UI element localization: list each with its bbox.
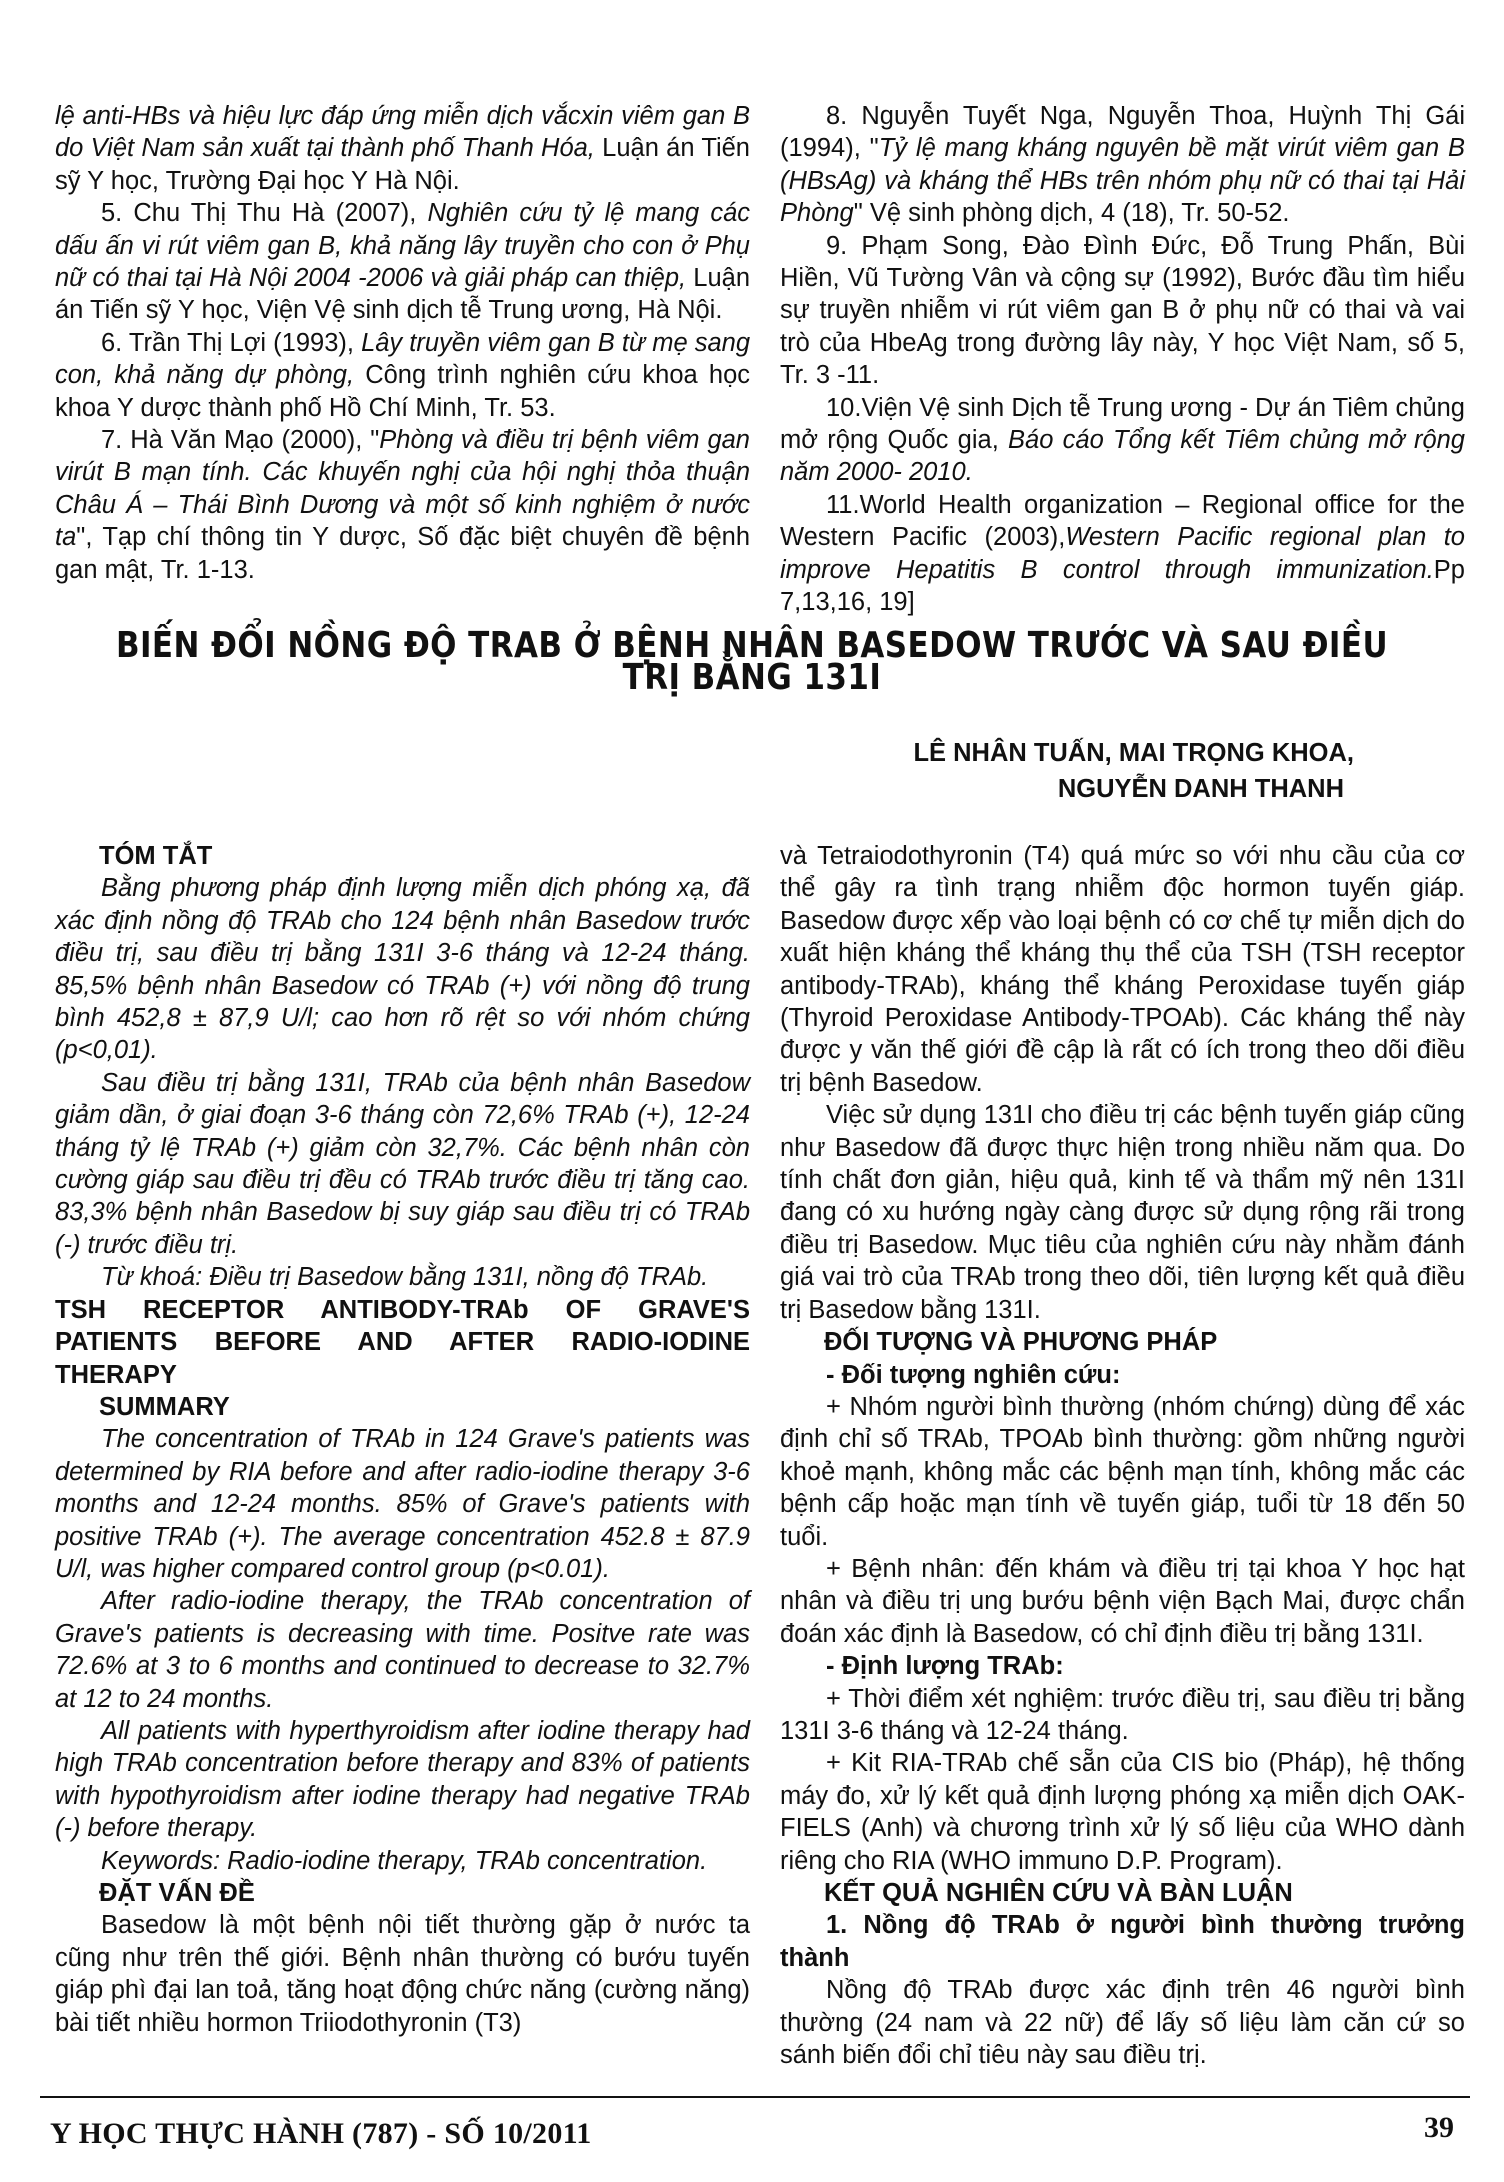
abstract-heading-vi: TÓM TẮT xyxy=(99,842,213,870)
results-subheading-1: 1. Nồng độ TRAb ở người bình thường trưởng thành xyxy=(780,1911,1465,1972)
reference-text: Nguyễn Tuyết Nga, Nguyễn Thoa, Huỳnh Thị Gái (1994), " xyxy=(780,102,1465,163)
reference-number: 6. xyxy=(101,328,123,357)
reference-4-continuation xyxy=(55,100,750,197)
reference-italic: Lây truyền viêm gan B từ mẹ sang con, khả năng dự phòng, xyxy=(55,328,750,390)
reference-number: 7. xyxy=(101,426,123,455)
abstract-vi-paragraph-2: Sau điều trị bằng 131I, TRAb của bệnh nhân Basedow giảm dần, ở giai đoạn 3-6 tháng còn 72,6% TRAb (+), 12-24 tháng tỷ lệ TRAb (+) giảm còn 32,7%. Các bệnh nhân còn cường giáp sau điều trị đều có TRAb trước điều trị tăng cao. 83,3% bệnh nhân Basedow bị suy giáp sau điều trị có TRAb (-) trước điều trị. xyxy=(55,1068,750,1259)
reference-8 xyxy=(780,100,1465,230)
reference-italic: lệ anti-HBs và hiệu lực đáp ứng miễn dịch vắcxin viêm gan B do Việt Nam sản xuất tại thành phố Thanh Hóa, xyxy=(55,102,750,163)
reference-6 xyxy=(55,327,750,424)
keywords-vi: Từ khoá: Điều trị Basedow bằng 131I, nồng độ TRAb. xyxy=(101,1263,709,1292)
reference-italic: Phòng và điều trị bệnh viêm gan virút B mạn tính. Các khuyến nghị của hội nghị thỏa thuận Châu Á – Thái Bình Dương và một số kinh nghiệm ở nước ta xyxy=(55,426,750,552)
references-right-column xyxy=(780,100,1465,619)
keywords-en: Keywords: Radio-iodine therapy, TRAb concentration. xyxy=(101,1846,708,1875)
reference-number: 5. xyxy=(101,199,123,228)
reference-text: Chu Thị Thu Hà (2007), xyxy=(122,199,428,228)
reference-text: Pp 7,13,16, 19] xyxy=(780,555,1465,617)
article-right-column xyxy=(780,840,1465,2071)
introduction-paragraph-2: Việc sử dụng 131I cho điều trị các bệnh tuyến giáp cũng như Basedow đã được thực hiện trong nhiều năm qua. Do tính chất đơn giản, hiệu quả, kinh tế và thẩm mỹ nên 131I đang có xu hướng ngày càng được sử dụng rộng rãi trong điều trị Basedow. Mục tiêu của nghiên cứu này nhằm đánh giá vai trò của TRAb trong theo dõi, tiên lượng kết quả điều trị Basedow bằng 131I. xyxy=(780,1101,1465,1324)
results-heading: KẾT QUẢ NGHIÊN CỨU VÀ BÀN LUẬN xyxy=(824,1879,1293,1907)
reference-text: Phạm Song, Đào Đình Đức, Đỗ Trung Phấn, Bùi Hiền, Vũ Tường Vân và cộng sự (1992), Bước đầu tìm hiểu sự truyền nhiễm vi rút viêm gan B ở phụ nữ có thai và vai trò của HbeAg trong đường lây này, Y học Việt Nam, số 5, Tr. 3 -11. xyxy=(780,231,1465,390)
reference-text: Luận án Tiến sỹ Y học, Trường Đại học Y Hà Nội. xyxy=(55,134,750,195)
references-left-column xyxy=(55,100,750,586)
reference-number: 10. xyxy=(826,393,862,422)
article-authors xyxy=(654,735,1354,807)
reference-italic: Nghiên cứu tỷ lệ mang các dấu ấn vi rút viêm gan B, khả năng lây truyền cho con ở Phụ nữ có thai tại Hà Nội 2004 -2006 và giải pháp can thiệp, xyxy=(55,199,750,293)
introduction-paragraph-1: Basedow là một bệnh nội tiết thường gặp ở nước ta cũng như trên thế giới. Bệnh nhân thường có bướu tuyến giáp phì đại lan toả, tăng hoạt động chức năng (cường năng) bài tiết nhiều hormon Triiodothyronin (T3) xyxy=(55,1911,750,2037)
reference-text: Trần Thị Lợi (1993), xyxy=(122,328,362,357)
english-title: TSH RECEPTOR ANTIBODY-TRAb OF GRAVE'S PATIENTS BEFORE AND AFTER RADIO-IODINE THERAPY xyxy=(55,1295,750,1389)
trab-assay-kit: + Kit RIA-TRAb chế sẵn của CIS bio (Pháp), hệ thống máy đo, xử lý kết quả định lượng phóng xạ miễn dịch OAK-FIELS (Anh) và chương trình xử lý số liệu của WHO dành riêng cho RIA (WHO immuno D.P. Program). xyxy=(780,1749,1465,1875)
reference-text: Công trình nghiên cứu khoa học khoa Y dược thành phố Hồ Chí Minh, Tr. 53. xyxy=(55,361,751,422)
reference-10 xyxy=(780,392,1465,489)
abstract-vi-paragraph-1: Bằng phương pháp định lượng miễn dịch phóng xạ, đã xác định nồng độ TRAb cho 124 bệnh nhân Basedow trước điều trị, sau điều trị bằng 131I 3-6 tháng và 12-24 tháng. 85,5% bệnh nhân Basedow có TRAb (+) với nồng độ trung bình 452,8 ± 87,9 U/l; cao hơn rõ rệt so với nhóm chứng (p<0,01). xyxy=(55,874,750,1065)
footer-journal: Y HỌC THỰC HÀNH (787) - SỐ 10/2011 xyxy=(50,2117,592,2150)
summary-paragraph-2: After radio-iodine therapy, the TRAb concentration of Grave's patients is decreasing with time. Positve rate was 72.6% at 3 to 6 months and continued to decrease to 32.7% at 12 to 24 months. xyxy=(55,1587,750,1713)
summary-paragraph-3: All patients with hyperthyroidism after iodine therapy had high TRAb concentration before therapy and 83% of patients with hypothyroidism after iodine therapy had negative TRAb (-) before therapy. xyxy=(55,1716,750,1843)
reference-text: Hà Văn Mạo (2000), " xyxy=(122,426,380,455)
reference-number: 11. xyxy=(826,490,860,519)
footer-rule xyxy=(40,2096,1470,2098)
reference-text: Viện Vệ sinh Dịch tễ Trung ương - Dự án Tiêm chủng mở rộng Quốc gia, xyxy=(780,393,1465,455)
reference-text: ", Tạp chí thông tin Y dược, Số đặc biệt chuyên đề bệnh gan mật, Tr. 1-13. xyxy=(55,523,750,584)
reference-7 xyxy=(55,424,750,586)
reference-9 xyxy=(780,230,1465,392)
reference-text: World Health organization – Regional office for the Western Pacific (2003), xyxy=(780,490,1465,552)
reference-italic: Báo cáo Tổng kết Tiêm chủng mở rộng năm 2000- 2010. xyxy=(780,426,1465,487)
reference-number: 8. xyxy=(826,102,848,130)
introduction-continuation: và Tetraiodothyronin (T4) quá mức so với nhu cầu của cơ thể gây ra tình trạng nhiễm độc hormon tuyến giáp. Basedow được xếp vào loại bệnh có cơ chế tự miễn dịch do xuất hiện kháng thể kháng thụ thể của TSH (TSH receptor antibody-TRAb), kháng thể kháng Peroxidase tuyến giáp (Thyroid Peroxidase Antibody-TPOAb). Các kháng thể này được y văn thế giới đề cập là rất có ích trong theo dõi điều trị bệnh Basedow. xyxy=(780,842,1465,1097)
trab-assay-timing: + Thời điểm xét nghiệm: trước điều trị, sau điều trị bằng 131I 3-6 tháng và 12-24 tháng. xyxy=(780,1684,1465,1745)
article-left-column xyxy=(55,840,750,2039)
subjects-patients: + Bệnh nhân: đến khám và điều trị tại khoa Y học hạt nhân và điều trị ung bướu bệnh viện Bạch Mai, được chẩn đoán xác định là Basedow, có chỉ định điều trị bằng 131I. xyxy=(780,1554,1465,1648)
summary-paragraph-1: The concentration of TRAb in 124 Grave's patients was determined by RIA before and after radio-iodine therapy 3-6 months and 12-24 months. 85% of Grave's patients with positive TRAb (+). The average concentration 452.8 ± 87.9 U/l, was higher compared control group (p<0.01). xyxy=(55,1425,750,1583)
reference-text: " Vệ sinh phòng dịch, 4 (18), Tr. 50-52. xyxy=(853,199,1290,228)
page-number: 39 xyxy=(1424,2111,1454,2144)
reference-text: Luận án Tiến sỹ Y học, Viện Vệ sinh dịch tễ Trung ương, Hà Nội. xyxy=(55,264,750,325)
trab-assay-subheading: - Định lượng TRAb: xyxy=(826,1652,1064,1681)
subjects-control-group: + Nhóm người bình thường (nhóm chứng) dùng để xác định chỉ số TRAb, TPOAb bình thường: gồm những người khoẻ mạnh, không mắc các bệnh mạn tính, không mắc các bệnh cấp hoặc mạn tính về tuyến giáp, tuổi từ 18 đến 50 tuổi. xyxy=(780,1392,1465,1551)
reference-number: 9. xyxy=(826,231,848,260)
introduction-heading: ĐẶT VẤN ĐỀ xyxy=(99,1879,255,1907)
article-title: BIẾN ĐỔI NỒNG ĐỘ TRAB Ở BỆNH NHÂN BASEDOW TRƯỚC VÀ SAU ĐIỀU TRỊ BẰNG 131I xyxy=(115,625,1389,699)
subjects-subheading: - Đối tượng nghiên cứu: xyxy=(826,1360,1121,1389)
reference-italic: Western Pacific regional plan to improve Hepatitis B control through immunization. xyxy=(780,523,1465,584)
reference-5 xyxy=(55,197,750,327)
methods-heading: ĐỐI TƯỢNG VÀ PHƯƠNG PHÁP xyxy=(824,1328,1218,1357)
results-paragraph-1: Nồng độ TRAb được xác định trên 46 người bình thường (24 nam và 22 nữ) để lấy số liệu làm căn cứ so sánh biến đổi chỉ tiêu này sau điều trị. xyxy=(780,1976,1465,2070)
reference-italic: Tỷ lệ mang kháng nguyên bề mặt virút viêm gan B (HBsAg) và kháng thể HBs trên nhóm phụ nữ có thai tại Hải Phòng xyxy=(780,134,1466,228)
summary-heading: SUMMARY xyxy=(99,1392,230,1421)
authors-line-2: NGUYỄN DANH THANH xyxy=(1057,775,1344,803)
authors-line-1: LÊ NHÂN TUẤN, MAI TRỌNG KHOA, xyxy=(913,739,1354,767)
reference-11 xyxy=(780,489,1465,619)
